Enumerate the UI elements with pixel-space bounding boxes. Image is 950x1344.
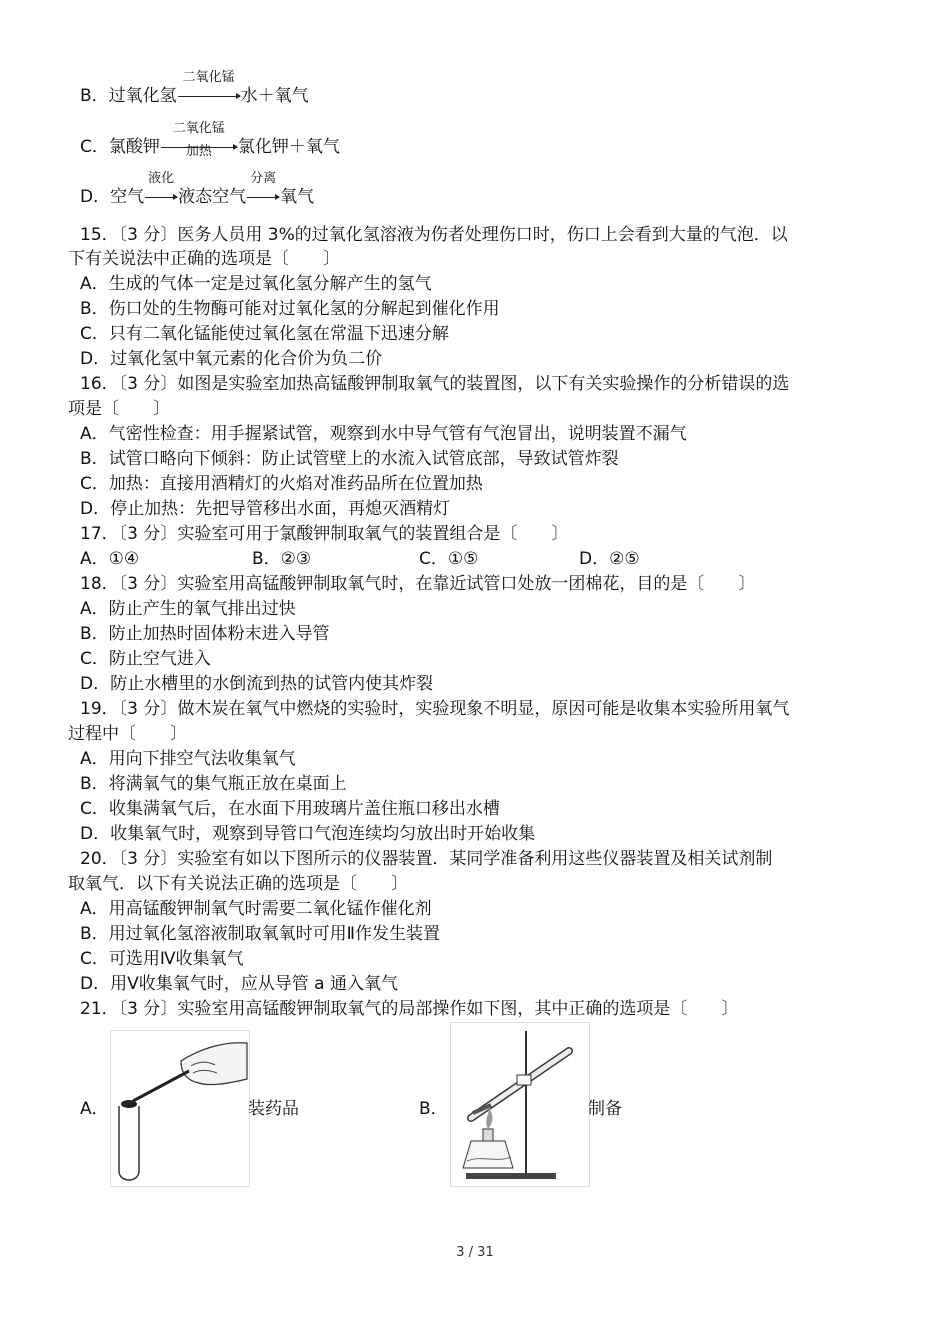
reaction-arrow [160,121,238,159]
option-b-equation [80,70,309,107]
q19-option-b: B．将满氧气的集气瓶正放在桌面上 [80,774,347,794]
eq-d-suffix: 氧气 [280,187,315,207]
q20-option-b: B．用过氧化氢溶液制取氧氧时可用Ⅱ作发生装置 [80,924,441,944]
q20-option-d: D．用Ⅴ收集氧气时，应从导管 a 通入氧气 [80,974,398,994]
reaction-arrow [177,70,241,107]
question-17-stem: 17．〔3 分〕实验室可用于氯酸钾制取氧气的装置组合是〔 〕 [80,524,569,544]
question-18-stem: 18．〔3 分〕实验室用高锰酸钾制取氧气时，在靠近试管口处放一团棉花，目的是〔 〕 [80,574,756,594]
q18-option-d: D．防止水槽里的水倒流到热的试管内使其炸裂 [80,674,434,694]
eq-d-mid: 液态空气 [178,187,247,207]
arrow-condition: 液化 [148,171,175,186]
option-d-equation [80,171,315,208]
question-16-stem-cont: 项是〔 〕 [68,399,170,419]
spoon-tube-illustration [110,1030,250,1187]
q15-option-b: B．伤口处的生物酶可能对过氧化氢的分解起到催化作用 [80,299,500,319]
arrow-condition-bottom: 加热 [185,144,212,159]
q16-option-b: B．试管口略向下倾斜：防止试管壁上的水流入试管底部，导致试管炸裂 [80,449,619,469]
q21-option-a-text: 装药品 [248,1099,299,1119]
option-c-equation [80,121,340,159]
q15-option-a: A．生成的气体一定是过氧化氢分解产生的氢气 [80,274,432,294]
q20-option-a: A．用高锰酸钾制氧气时需要二氧化锰作催化剂 [80,899,432,919]
question-21-stem: 21．〔3 分〕实验室用高锰酸钾制取氧气的局部操作如下图，其中正确的选项是〔 〕 [80,999,739,1019]
eq-d-prefix: D．空气 [80,187,145,207]
q15-option-c: C．只有二氧化锰能使过氧化氢在常温下迅速分解 [80,324,449,344]
page-number: 3 / 31 [456,1245,494,1260]
question-16-stem: 16．〔3 分〕如图是实验室加热高锰酸钾制取氧气的装置图，以下有关实验操作的分析错误的选 [80,374,790,394]
q19-option-c: C．收集满氧气后，在水面下用玻璃片盖住瓶口移出水槽 [80,799,500,819]
eq-b-suffix: 水＋氧气 [240,86,309,106]
arrow-condition: 二氧化锰 [182,70,235,85]
question-15-stem: 15．〔3 分〕医务人员用 3%的过氧化氢溶液为伤者处理伤口时，伤口上会看到大量的气泡．以 [80,225,788,245]
eq-b-prefix: B．过氧化氢 [80,86,177,106]
heating-apparatus-illustration [450,1022,590,1187]
q17-option-a: A．①④ [80,549,140,569]
q18-option-c: C．防止空气进入 [80,649,211,669]
arrow-condition: 分离 [250,171,277,186]
q17-option-b: B．②③ [252,549,312,569]
arrow-condition-top: 二氧化锰 [172,121,225,136]
q19-option-d: D．收集氧气时，观察到导管口气泡连续均匀放出时开始收集 [80,824,536,844]
q21-option-b-label: B． [419,1099,448,1119]
reaction-arrow [144,171,178,208]
reaction-arrow [246,171,280,208]
eq-c-suffix: 氯化钾＋氧气 [237,137,340,157]
q18-option-b: B．防止加热时固体粉末进入导管 [80,624,330,644]
q17-option-d: D．②⑤ [579,549,640,569]
question-19-stem-cont: 过程中〔 〕 [68,724,187,744]
question-15-stem-cont: 下有关说法中正确的选项是〔 〕 [68,249,340,269]
q21-option-a-label: A． [80,1099,109,1119]
q16-option-d: D．停止加热：先把导管移出水面，再熄灭酒精灯 [80,499,451,519]
q19-option-a: A．用向下排空气法收集氧气 [80,749,296,769]
q16-option-c: C．加热：直接用酒精灯的火焰对准药品所在位置加热 [80,474,483,494]
q16-option-a: A．气密性检查：用手握紧试管，观察到水中导气管有气泡冒出，说明装置不漏气 [80,424,687,444]
add-reagent-icon [111,1031,249,1186]
heating-setup-icon [451,1023,589,1186]
q20-option-c: C．可选用Ⅳ收集氧气 [80,949,244,969]
q21-option-b-text: 制备 [588,1099,622,1119]
q15-option-d: D．过氧化氢中氧元素的化合价为负二价 [80,349,383,369]
question-20-stem-cont: 取氧气．以下有关说法正确的选项是〔 〕 [68,874,408,894]
question-19-stem: 19．〔3 分〕做木炭在氧气中燃烧的实验时，实验现象不明显，原因可能是收集本实验所用氧气 [80,699,790,719]
eq-c-prefix: C．氯酸钾 [80,137,160,157]
q18-option-a: A．防止产生的氧气排出过快 [80,599,296,619]
question-20-stem: 20．〔3 分〕实验室有如以下图所示的仪器装置．某同学准备利用这些仪器装置及相关试剂制 [80,849,773,869]
q17-option-c: C．①⑤ [419,549,479,569]
